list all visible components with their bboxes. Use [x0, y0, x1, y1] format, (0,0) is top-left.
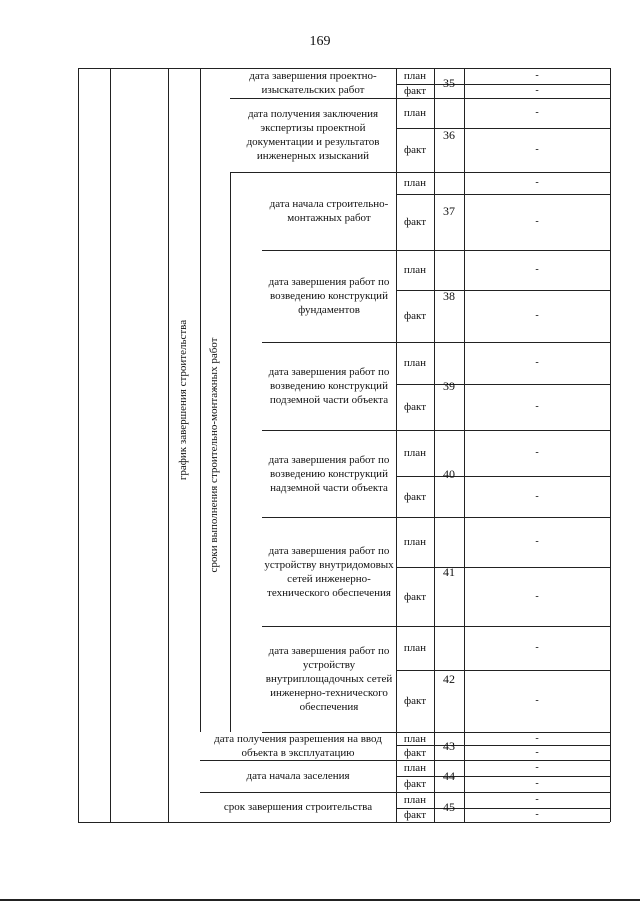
row-number-43: 43 — [443, 739, 455, 753]
plan-label: план — [403, 70, 427, 82]
plan-value: - — [535, 794, 539, 805]
plan-label: план — [403, 357, 427, 369]
plan-value: - — [535, 264, 539, 275]
group-label-vertical: график завершения строительства — [177, 319, 189, 481]
table-column-line — [168, 68, 169, 822]
plan-value: - — [535, 107, 539, 118]
plan-label: план — [403, 642, 427, 654]
plan-label: план — [403, 264, 427, 276]
fakt-label: факт — [403, 778, 427, 790]
page-number: 169 — [309, 34, 331, 49]
fakt-value: - — [535, 401, 539, 412]
plan-label: план — [403, 177, 427, 189]
plan-label: план — [403, 762, 427, 774]
row-label-41: дата завершения работ по устройству внутридомовых сетей инженерно-технического обеспечения — [264, 544, 394, 599]
row-label-37: дата начала строительно-монтажных работ — [269, 198, 389, 224]
plan-value: - — [535, 762, 539, 773]
plan-label: план — [403, 447, 427, 459]
row-label-43: дата получения разрешения на ввод объекта в эксплуатацию — [214, 733, 382, 759]
fakt-label: факт — [403, 85, 427, 97]
row-label-42: дата завершения работ по устройству внутриплощадочных сетей инженерно-технического обеспечения — [265, 645, 393, 713]
fakt-value: - — [535, 144, 539, 155]
fakt-value: - — [535, 310, 539, 321]
fakt-label: факт — [403, 746, 427, 759]
plan-label: план — [403, 794, 427, 806]
table-column-line — [78, 68, 79, 822]
row-divider — [200, 822, 610, 823]
row-label-45: срок завершения строительства — [223, 801, 373, 813]
fakt-label: факт — [403, 590, 427, 603]
row-label-38: дата завершения работ по возведению конструкций фундаментов — [268, 276, 390, 316]
plan-value: - — [535, 732, 539, 744]
table-column-line — [610, 68, 611, 822]
plan-label: план — [403, 732, 427, 745]
row-label-39: дата завершения работ по возведению конструкций подземной части объекта — [268, 366, 390, 406]
row-label-44: дата начала заселения — [246, 770, 350, 782]
subgroup-column-line — [230, 172, 231, 732]
fakt-value: - — [535, 778, 539, 789]
plan-value: - — [535, 536, 539, 547]
fakt-value: - — [535, 490, 539, 502]
plan-value: - — [535, 70, 539, 81]
row-number-35: 35 — [443, 76, 455, 90]
fakt-label: факт — [403, 216, 427, 228]
row-number-41: 41 — [443, 564, 455, 579]
group-column-line — [200, 68, 201, 732]
row-number-44: 44 — [443, 769, 455, 783]
subgroup-label-vertical: сроки выполнения строительно-монтажных работ — [208, 337, 220, 573]
plan-label: план — [403, 536, 427, 548]
row-number-42: 42 — [443, 672, 455, 686]
plan-value: - — [535, 447, 539, 458]
fakt-value: - — [535, 809, 539, 820]
fakt-value: - — [535, 746, 539, 758]
row-number-40: 40 — [443, 466, 455, 481]
fakt-label: факт — [403, 310, 427, 322]
fakt-value: - — [535, 216, 539, 227]
bottom-rule — [0, 899, 640, 901]
fakt-value: - — [535, 695, 539, 706]
row-number-37: 37 — [443, 204, 455, 218]
fakt-label: факт — [403, 144, 427, 156]
row-number-45: 45 — [443, 800, 455, 814]
row-number-38: 38 — [443, 289, 455, 303]
table-column-line — [110, 68, 111, 822]
row-label-35: дата завершения проектно-изыскательских работ — [249, 70, 377, 96]
row-label-36: дата получения заключения экспертизы проектной документации и результатов инженерных изысканий — [246, 108, 380, 162]
fakt-value: - — [535, 85, 539, 96]
row-number-36: 36 — [443, 128, 455, 142]
fakt-value: - — [535, 590, 539, 602]
plan-value: - — [535, 177, 539, 188]
plan-label: план — [403, 107, 427, 119]
plan-value: - — [535, 642, 539, 653]
plan-value: - — [535, 357, 539, 368]
row-number-39: 39 — [443, 379, 455, 393]
row-label-40: дата завершения работ по возведению конструкций надземной части объекта — [268, 453, 390, 494]
fakt-label: факт — [403, 401, 427, 413]
fakt-label: факт — [403, 809, 427, 821]
fakt-label: факт — [403, 490, 427, 503]
fakt-label: факт — [403, 695, 427, 707]
